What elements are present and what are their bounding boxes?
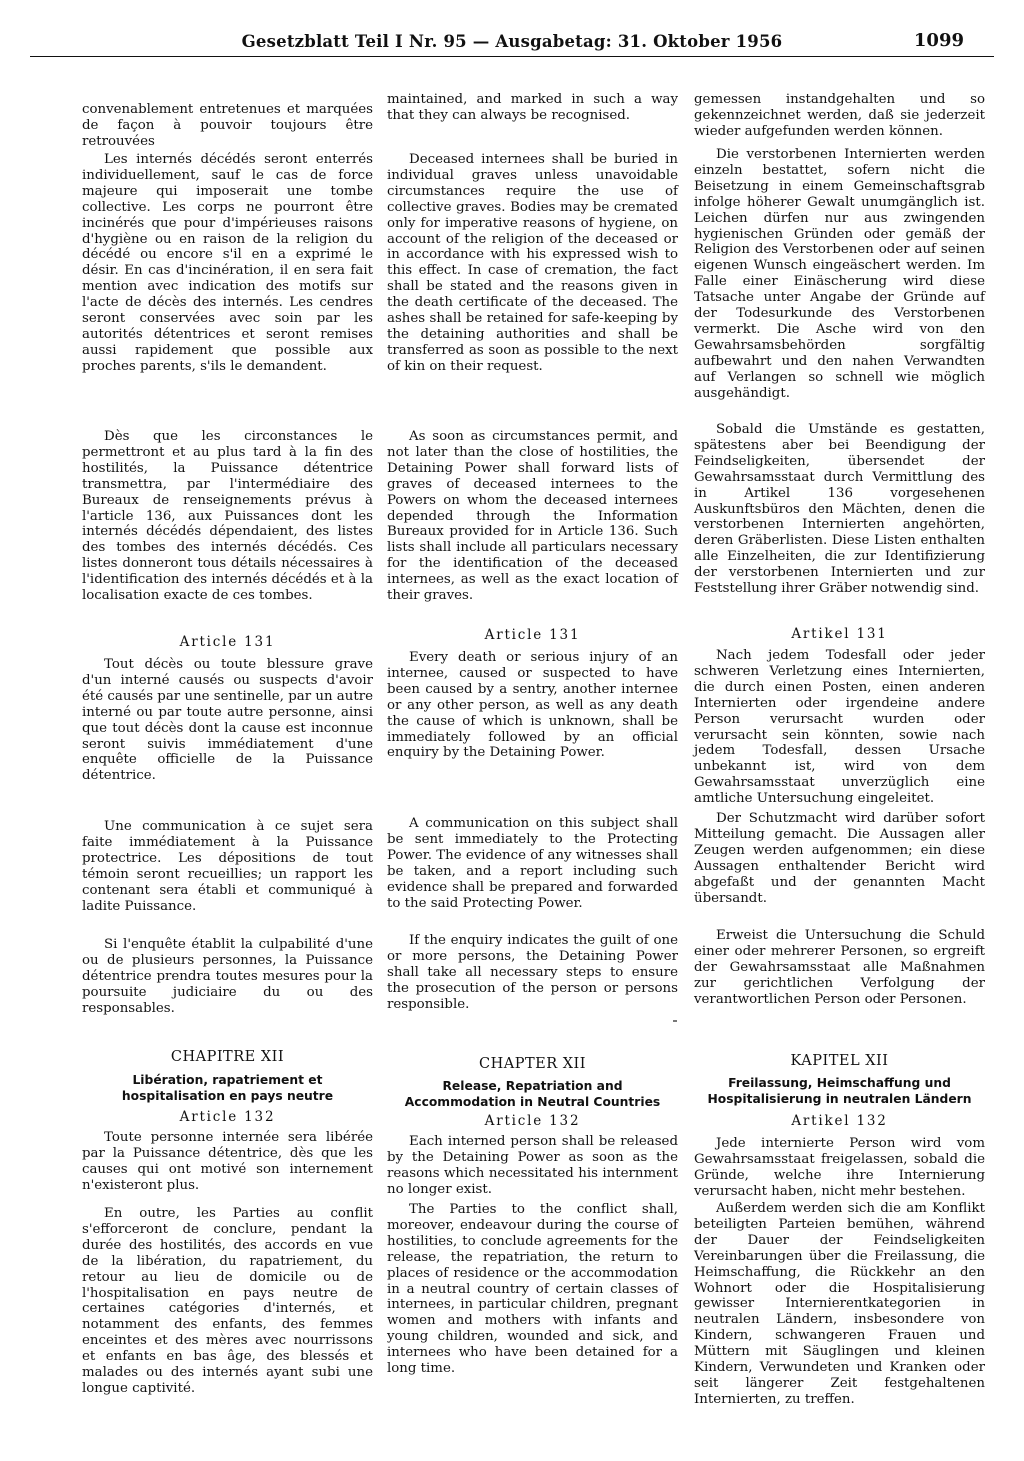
article-heading: Artikel 132 — [791, 1113, 888, 1129]
paragraph: Toute personne internée sera libérée par la Puissance détentrice, dès que les causes qui ont motivé son internement n'existeront plus. — [82, 1130, 373, 1193]
column-german — [694, 92, 985, 1442]
paragraph: As soon as circumstances permit, and not later than the close of hostilities, the Detaining Power shall forward lists of graves of deceased internees to the Powers on whom the deceased internees depended through the Information Bureaux provided for in Article 136. Such lists shall include all particulars necessary for the identification of the deceased internees, as well as the exact location of their graves. — [387, 429, 678, 604]
column-french — [82, 92, 373, 1442]
chapter-subtitle: Freilassung, Heimschaffung und Hospitalisierung in neutralen Ländern — [707, 1076, 972, 1106]
paragraph: maintained, and marked in such a way that they can always be recognised. — [387, 92, 678, 123]
page-number: 1099 — [913, 30, 964, 51]
paragraph: Dès que les circonstances le permettront et au plus tard à la fin des hostilités, la Puissance détentrice transmettra, par l'intermédiaire des Bureaux de renseignements prévus à l'article 136, aux Puissances dont les internés décédés dépendaient, des listes des tombes des internés décédés. Ces listes donneront tous détails nécessaires à l'identification des internés décédés et à la localisation exacte de ces tombes. — [82, 429, 373, 604]
paragraph: If the enquiry indicates the guilt of one or more persons, the Detaining Power shall take all necessary steps to ensure the prosecution of the person or persons responsible. — [387, 933, 678, 1012]
gazette-title: Gesetzblatt Teil I Nr. 95 — Ausgabetag: 31. Oktober 1956 — [241, 32, 783, 51]
paragraph: Si l'enquête établit la culpabilité d'une ou de plusieurs personnes, la Puissance détentrice prendra toutes mesures pour la poursuite judiciaire du ou des responsables. — [82, 937, 373, 1016]
paragraph: Jede internierte Person wird vom Gewahrsamsstaat freigelassen, sobald die Gründe, welche ihre Internierung verursacht haben, nicht mehr bestehen. — [694, 1136, 985, 1199]
chapter-heading: CHAPTER XII — [478, 1056, 587, 1072]
paragraph: convenablement entretenues et marquées de façon à pouvoir toujours être retrouvées — [82, 102, 373, 149]
paragraph: Each interned person shall be released by the Detaining Power as soon as the reasons which necessitated his internment no longer exist. — [387, 1134, 678, 1197]
paragraph: Every death or serious injury of an internee, caused or suspected to have been caused by a sentry, another internee or any other person, as well as any death the cause of which is unknown, shall be immediately followed by an official enquiry by the Detaining Power. — [387, 650, 678, 761]
paragraph: The Parties to the conflict shall, moreover, endeavour during the course of hostilities, to conclude agreements for the release, the repatriation, the return to places of residence or the accommodation in a neutral country of certain classes of internees, in particular children, pregnant women and mothers with infants and young children, wounded and sick, and internees who have been detained for a long time. — [387, 1202, 678, 1377]
paragraph: Tout décès ou toute blessure grave d'un interné causés ou suspects d'avoir été causés par une sentinelle, par un autre interné ou par toute autre personne, ainsi que tout décès dont la cause est inconnue seront suivis immédiatement d'une enquête officielle de la Puissance détentrice. — [82, 657, 373, 784]
print-speck — [673, 1020, 677, 1022]
paragraph: Die verstorbenen Internierten werden einzeln bestattet, sofern nicht die Beisetzung in einem Gemeinschaftsgrab infolge höherer Gewalt unumgänglich ist. Leichen dürfen nur aus zwingenden hygienischen Gründen oder gemäß der Religion des Verstorbenen oder auf seinen eigenen Wunsch eingeäschert werden. Im Falle einer Einäscherung wird diese Tatsache unter Angabe der Gründe auf der Todesurkunde des Verstorbenen vermerkt. Die Asche wird von den Gewahrsamsbehörden sorgfältig aufbewahrt und den nahen Verwandten auf Verlangen so schnell wie möglich ausgehändigt. — [694, 147, 985, 401]
article-heading: Article 131 — [484, 627, 581, 643]
article-heading: Article 132 — [179, 1109, 276, 1125]
paragraph: A communication on this subject shall be sent immediately to the Protecting Power. The evidence of any witnesses shall be taken, and a report including such evidence shall be prepared and forwarded to the said Protecting Power. — [387, 816, 678, 911]
paragraph: Deceased internees shall be buried in individual graves unless unavoidable circumstances require the use of collective graves. Bodies may be cremated only for imperative reasons of hygiene, on account of the religion of the deceased or in accordance with his expressed wish to this effect. In case of cremation, the fact shall be stated and the reasons given in the death certificate of the deceased. The ashes shall be retained for safe-keeping by the detaining authorities and shall be transferred as soon as possible to the next of kin on their request. — [387, 152, 678, 374]
chapter-subtitle: Release, Repatriation and Accommodation in Neutral Countries — [404, 1079, 661, 1109]
paragraph: gemessen instandgehalten und so gekennzeichnet werden, daß sie jederzeit wieder aufgefunden werden können. — [694, 92, 985, 139]
paragraph: En outre, les Parties au conflit s'efforceront de conclure, pendant la durée des hostilités, des accords en vue de la libération, du rapatriement, du retour au lieu de domicile ou de l'hospitalisation en pays neutre de certaines catégories d'internés, et notamment des enfants, des femmes enceintes et des mères avec nourrissons et enfants en bas âge, des blessés et malades ou des internés ayant subi une longue captivité. — [82, 1206, 373, 1396]
chapter-heading: KAPITEL XII — [790, 1053, 889, 1069]
paragraph: Erweist die Untersuchung die Schuld einer oder mehrerer Personen, so ergreift der Gewahrsamsstaat alle Maßnahmen zur gerichtlichen Verfolgung der verantwortlichen Person oder Personen. — [694, 928, 985, 1007]
paragraph: Außerdem werden sich die am Konflikt beteiligten Parteien bemühen, während der Dauer der Feindseligkeiten Vereinbarungen über die Freilassung, die Heimschaffung, die Rückkehr an den Wohnort oder die Hospitalisierung gewisser Internierentkategorien in neutralen Ländern, insbesondere von Kindern, schwangeren Frauen und Müttern mit Säuglingen und kleinen Kindern, Verwundeten und Kranken oder seit längerer Zeit festgehaltenen Internierten, zu treffen. — [694, 1201, 985, 1407]
paragraph: Une communication à ce sujet sera faite immédiatement à la Puissance protectrice. Les dépositions de tout témoin seront recueillies; un rapport les contenant sera établi et communiqué à ladite Puissance. — [82, 819, 373, 914]
article-heading: Artikel 131 — [791, 626, 888, 642]
paragraph: Sobald die Umstände es gestatten, spätestens aber bei Beendigung der Feindseligkeiten, übersendet der Gewahrsamsstaat durch Vermittlung des in Artikel 136 vorgesehenen Auskunftsbüros den Mächten, denen die verstorbenen Internierten angehörten, deren Gräberlisten. Diese Listen enthalten alle Einzelheiten, die zur Identifizierung der verstorbenen Internierten und zur Feststellung ihrer Gräber notwendig sind. — [694, 422, 985, 597]
column-english — [387, 92, 678, 1442]
paragraph: Nach jedem Todesfall oder jeder schweren Verletzung eines Internierten, die durch einen Posten, einen anderen Internierten oder irgendeine andere Person verursacht wurden oder verursacht sein könnten, sowie nach jedem Todesfall, dessen Ursache unbekannt ist, wird von dem Gewahrsamsstaat unverzüglich eine amtliche Untersuchung eingeleitet. — [694, 648, 985, 807]
paragraph: Les internés décédés seront enterrés individuellement, sauf le cas de force majeure qui imposerait une tombe collective. Les corps ne pourront être incinérés que pour d'impérieuses raisons d'hygiène ou en raison de la religion du décédé ou encore s'il en a exprimé le désir. En cas d'incinération, il en sera fait mention avec indication des motifs sur l'acte de décès des internés. Les cendres seront conservées avec soin par les autorités détentrices et seront remises aussi rapidement que possible aux proches parents, s'ils le demandent. — [82, 152, 373, 374]
article-heading: Article 132 — [484, 1113, 581, 1129]
paragraph: Der Schutzmacht wird darüber sofort Mitteilung gemacht. Die Aussagen aller Zeugen werden aufgenommen; ein diese Aussagen enthaltender Bericht wird abgefaßt und der genannten Macht übersandt. — [694, 811, 985, 906]
chapter-subtitle: Libération, rapatriement et hospitalisation en pays neutre — [121, 1073, 334, 1103]
chapter-heading: CHAPITRE XII — [170, 1049, 285, 1065]
page-header — [30, 30, 994, 57]
article-heading: Article 131 — [179, 634, 276, 650]
